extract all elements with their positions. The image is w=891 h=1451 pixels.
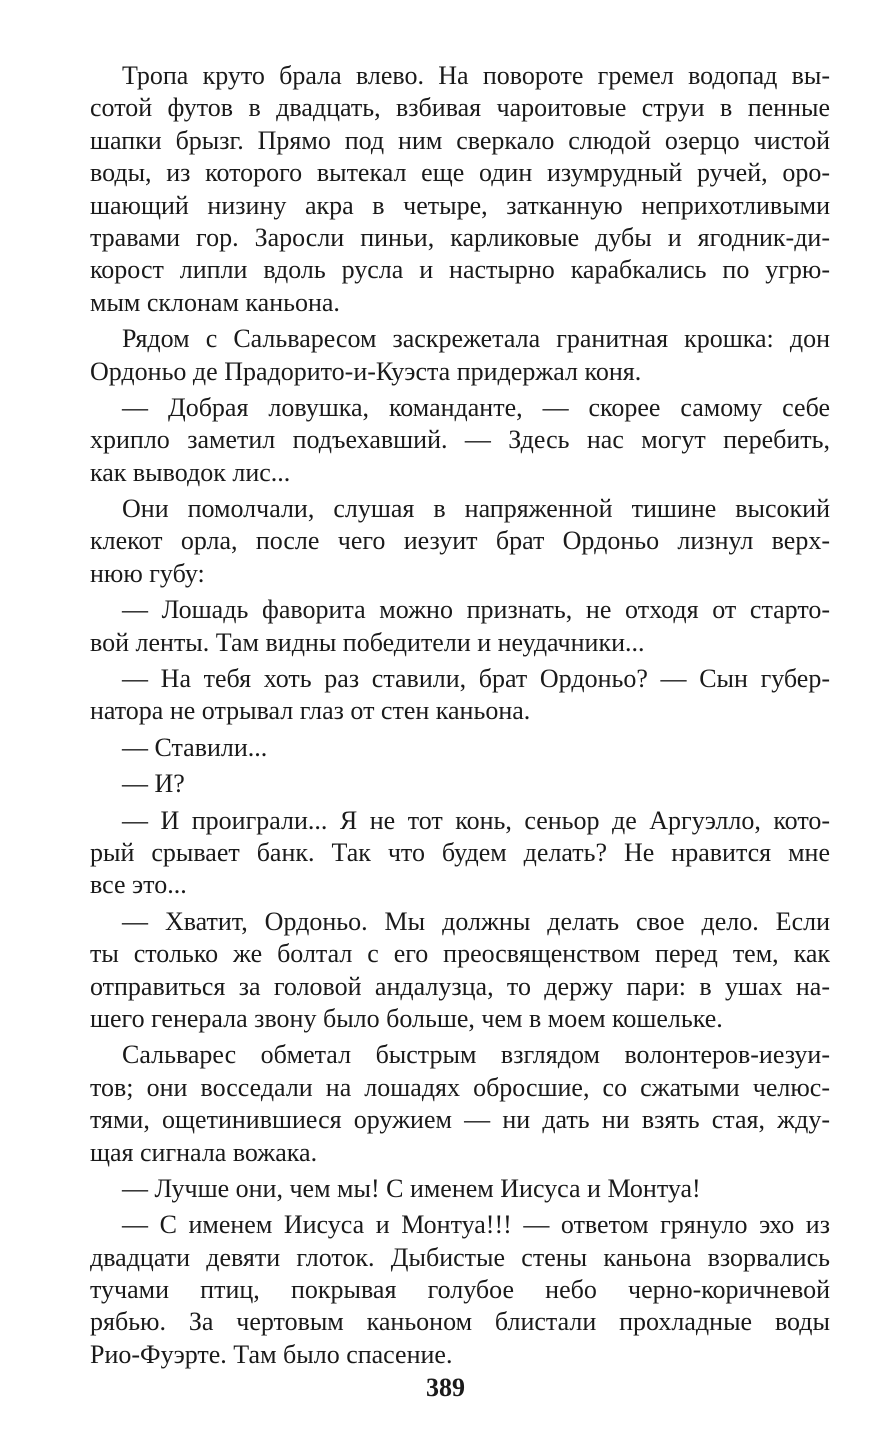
text-line: шего генерала звону было больше, чем в моем кошельке. — [90, 1003, 723, 1033]
page-number: 389 — [426, 1373, 465, 1402]
paragraph — [90, 805, 830, 902]
text-line: хрипло заметил подъехавший. — Здесь нас могут перебить, — [90, 425, 830, 455]
paragraph — [90, 1173, 830, 1205]
paragraph — [90, 1209, 830, 1371]
paragraph — [90, 768, 830, 800]
text-line: рый срывает банк. Так что будем делать? Не нравится мне — [90, 837, 830, 867]
text-line: мым склонам каньона. — [90, 287, 340, 317]
text-line: — И? — [122, 769, 185, 799]
paragraph — [90, 493, 830, 590]
paragraph — [90, 906, 830, 1036]
text-line: — Ставили... — [122, 732, 268, 762]
text-line: Рядом с Сальваресом заскрежетала гранитная крошка: дон — [122, 324, 830, 354]
text-line: как выводок лис... — [90, 457, 291, 487]
paragraph — [90, 594, 830, 659]
paragraph — [90, 323, 830, 388]
text-line: — Хватит, Ордоньо. Мы должны делать свое дело. Если — [122, 906, 830, 936]
text-line: тучами птиц, покрывая голубое небо черно-коричневой — [90, 1275, 830, 1305]
text-line: ты столько же болтал с его преосвященством перед тем, как — [90, 939, 830, 969]
text-line: Рио-Фуэрте. Там было спасение. — [90, 1339, 453, 1369]
paragraph — [90, 732, 830, 764]
text-line: двадцати девяти глоток. Дыбистые стены каньона взорвались — [90, 1242, 830, 1272]
text-line: все это... — [90, 870, 187, 900]
paragraph — [90, 392, 830, 489]
text-line: шапки брызг. Прямо под ним сверкало слюдой озерцо чистой — [90, 125, 830, 155]
text-line: — Лучше они, чем мы! С именем Иисуса и Монтуа! — [122, 1173, 701, 1203]
text-line: воды, из которого вытекал еще один изумрудный ручей, оро- — [90, 158, 830, 188]
text-line: щая сигнала вожака. — [90, 1137, 318, 1167]
text-line: сотой футов в двадцать, взбивая чароитовые струи в пенные — [90, 93, 830, 123]
text-line: тов; они восседали на лошадях обросшие, со сжатыми челюс- — [90, 1072, 830, 1102]
text-line: натора не отрывал глаз от стен каньона. — [90, 696, 531, 726]
text-line: тями, ощетинившиеся оружием — ни дать ни взять стая, жду- — [90, 1105, 830, 1135]
text-line: Тропа круто брала влево. На повороте гремел водопад вы- — [122, 61, 830, 90]
text-line: — Добрая ловушка, команданте, — скорее самому себе — [122, 392, 830, 422]
text-line: отправиться за головой андалузца, то держу пари: в ушах на- — [90, 971, 830, 1001]
text-line: рябью. За чертовым каньоном блистали прохладные воды — [90, 1307, 830, 1337]
body-text — [90, 60, 830, 1375]
text-line: — Лошадь фаворита можно признать, не отходя от старто- — [122, 595, 830, 625]
text-line: — С именем Иисуса и Монтуа!!! — ответом грянуло эхо из — [122, 1210, 830, 1240]
text-line: корост липли вдоль русла и настырно карабкались по угрю- — [90, 255, 830, 285]
text-line: — И проиграли... Я не тот конь, сеньор де Аргуэлло, кото- — [122, 805, 830, 835]
text-line: нюю губу: — [90, 558, 205, 588]
text-line: клекот орла, после чего иезуит брат Ордоньо лизнул верх- — [90, 526, 830, 556]
text-line: — На тебя хоть раз ставили, брат Ордоньо? — Сын губер- — [122, 664, 830, 694]
paragraph — [90, 1039, 830, 1169]
text-line: шающий низину акра в четыре, затканную неприхотливыми — [90, 190, 830, 220]
paragraph — [90, 663, 830, 728]
text-line: травами гор. Заросли пиньи, карликовые дубы и ягодник-ди- — [90, 222, 830, 252]
text-line: Ордоньо де Прадорито-и-Куэста придержал коня. — [90, 356, 642, 386]
text-line: Сальварес обметал быстрым взглядом волонтеров-иезуи- — [122, 1040, 830, 1070]
text-line: Они помолчали, слушая в напряженной тишине высокий — [122, 494, 830, 524]
paragraph — [90, 60, 830, 319]
text-line: вой ленты. Там видны победители и неудачники... — [90, 627, 645, 657]
